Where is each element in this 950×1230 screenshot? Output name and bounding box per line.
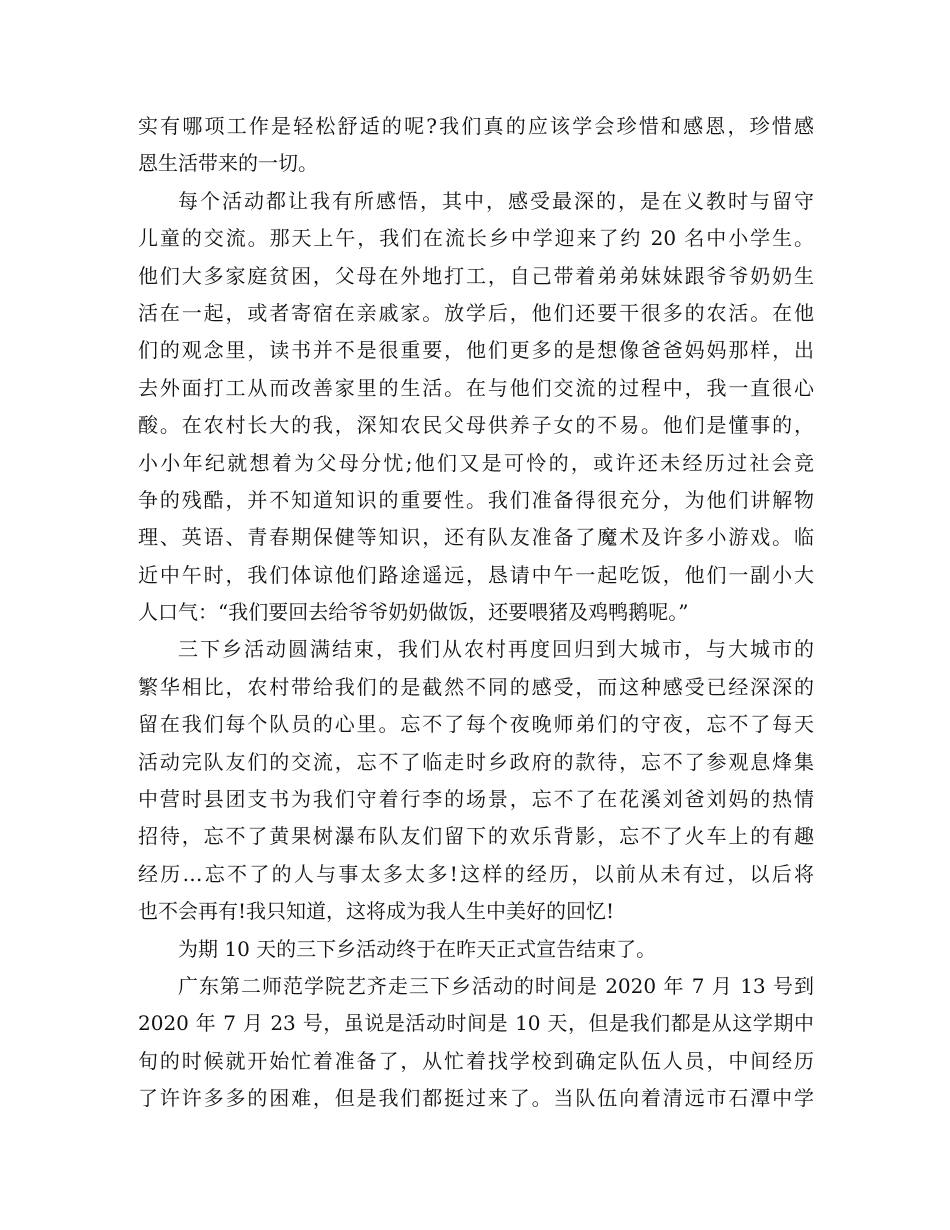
text-line: 了许许多多的困难，但是我们都挺过来了。当队伍向着清远市石潭中学 <box>138 1086 814 1111</box>
text-line: 们的观念里，读书并不是很重要，他们更多的是想像爸爸妈妈那样，出 <box>138 338 814 363</box>
text-line: 近中午时，我们体谅他们路途遥远，恳请中午一起吃饭，他们一副小大 <box>138 562 814 587</box>
text-line: 活在一起，或者寄宿在亲戚家。放学后，他们还要干很多的农活。在他 <box>138 300 814 325</box>
text-line: 为期 10 天的三下乡活动终于在昨天正式宣告结束了。 <box>178 936 657 961</box>
text-line: 广东第二师范学院艺齐走三下乡活动的时间是 2020 年 7 月 13 号到 <box>178 973 814 998</box>
text-line: 三下乡活动圆满结束，我们从农村再度回归到大城市，与大城市的 <box>178 637 814 662</box>
text-line: 旬的时候就开始忙着准备了，从忙着找学校到确定队伍人员，中间经历 <box>138 1048 814 1073</box>
document-page <box>138 108 814 1118</box>
text-line: 小小年纪就想着为父母分忧;他们又是可怜的，或许还未经历过社会竞 <box>138 450 814 475</box>
text-line: 中营时县团支书为我们守着行李的场景，忘不了在花溪刘爸刘妈的热情 <box>138 787 814 812</box>
text-line: 2020 年 7 月 23 号，虽说是活动时间是 10 天，但是我们都是从这学期中 <box>138 1011 814 1036</box>
text-line: 繁华相比，农村带给我们的是截然不同的感受，而这种感受已经深深的 <box>138 674 814 699</box>
text-line: 恩生活带来的一切。 <box>138 151 318 176</box>
text-line: 理、英语、青春期保健等知识，还有队友准备了魔术及许多小游戏。临 <box>138 525 814 550</box>
text-line: 每个活动都让我有所感悟，其中，感受最深的，是在义教时与留守 <box>178 188 814 213</box>
text-line: 招待，忘不了黄果树瀑布队友们留下的欢乐背影，忘不了火车上的有趣 <box>138 824 814 849</box>
text-line: 人口气：“我们要回去给爷爷奶奶做饭，还要喂猪及鸡鸭鹅呢。” <box>138 600 689 625</box>
text-line: 活动完队友们的交流，忘不了临走时乡政府的款待，忘不了参观息烽集 <box>138 749 814 774</box>
text-line: 他们大多家庭贫困，父母在外地打工，自己带着弟弟妹妹跟爷爷奶奶生 <box>138 263 814 288</box>
text-line: 也不会再有!我只知道，这将成为我人生中美好的回忆! <box>138 899 615 924</box>
text-line: 酸。在农村长大的我，深知农民父母供养子女的不易。他们是懂事的， <box>138 413 814 438</box>
text-line: 去外面打工从而改善家里的生活。在与他们交流的过程中，我一直很心 <box>138 375 814 400</box>
text-line: 儿童的交流。那天上午，我们在流长乡中学迎来了约 20 名中小学生。 <box>138 226 814 251</box>
text-line: 争的残酷，并不知道知识的重要性。我们准备得很充分，为他们讲解物 <box>138 487 814 512</box>
text-line: 留在我们每个队员的心里。忘不了每个夜晚师弟们的守夜，忘不了每天 <box>138 712 814 737</box>
text-line: 经历…忘不了的人与事太多太多!这样的经历，以前从未有过，以后将 <box>138 861 814 886</box>
text-line: 实有哪项工作是轻松舒适的呢?我们真的应该学会珍惜和感恩，珍惜感 <box>138 114 814 138</box>
